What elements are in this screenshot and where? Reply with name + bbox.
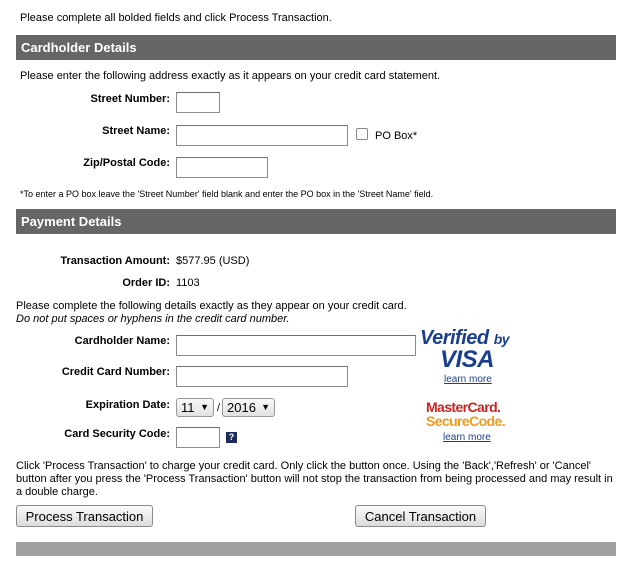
po-box-footnote: *To enter a PO box leave the 'Street Number' field blank and enter the PO box in the 'Street Name' field. xyxy=(20,189,434,199)
transaction-amount-value: $577.95 (USD) xyxy=(176,255,250,267)
security-code-label: Card Security Code: xyxy=(64,428,170,440)
po-box-label: PO Box* xyxy=(375,130,418,142)
process-notice: Click 'Process Transaction' to charge your credit card. Only click the button once. Using the 'Back','Refresh' or 'Cancel' button after you press the 'Process Transaction' button will not stop the transaction from being processed and may result in a double charge. xyxy=(16,460,613,498)
cancel-transaction-button[interactable]: Cancel Transaction xyxy=(355,505,486,527)
card-number-input[interactable] xyxy=(176,366,348,387)
expiration-label: Expiration Date: xyxy=(85,399,170,411)
exp-month-select[interactable] xyxy=(176,398,214,417)
card-instruction-note: Do not put spaces or hyphens in the credit card number. xyxy=(16,313,290,325)
street-name-input[interactable] xyxy=(176,125,348,146)
street-name-label: Street Name: xyxy=(102,125,170,137)
zip-label: Zip/Postal Code: xyxy=(83,157,170,169)
address-instruction: Please enter the following address exactly as it appears on your credit card statement. xyxy=(20,70,441,82)
chevron-down-icon: ▼ xyxy=(261,402,270,412)
zip-input[interactable] xyxy=(176,157,268,178)
verified-text: Verified xyxy=(420,327,489,349)
order-id-label: Order ID: xyxy=(122,277,170,289)
process-transaction-button[interactable]: Process Transaction xyxy=(16,505,153,527)
payment-details-header: Payment Details xyxy=(16,209,616,234)
chevron-down-icon: ▼ xyxy=(200,402,209,412)
question-icon[interactable]: ? xyxy=(226,432,237,443)
security-code-input[interactable] xyxy=(176,427,220,448)
exp-year-value: 2016 xyxy=(227,400,256,415)
cardholder-name-label: Cardholder Name: xyxy=(74,335,170,347)
visa-learn-more-link[interactable]: learn more xyxy=(444,374,492,385)
intro-text: Please complete all bolded fields and click Process Transaction. xyxy=(20,12,332,24)
footer-bar xyxy=(16,542,616,556)
visa-logo-text: VISA xyxy=(440,346,495,373)
order-id-value: 1103 xyxy=(176,277,200,289)
transaction-amount-label: Transaction Amount: xyxy=(60,255,170,267)
cardholder-details-header: Cardholder Details xyxy=(16,35,616,60)
securecode-logo-text: SecureCode. xyxy=(426,413,505,429)
verified-by-text: by xyxy=(493,331,510,347)
po-box-checkbox[interactable] xyxy=(356,128,368,140)
street-number-label: Street Number: xyxy=(90,93,170,105)
card-instruction: Please complete the following details exactly as they appear on your credit card. xyxy=(16,300,407,312)
mastercard-logo-text: MasterCard. xyxy=(426,399,501,415)
cardholder-name-input[interactable] xyxy=(176,335,416,356)
exp-year-select[interactable] xyxy=(222,398,275,417)
exp-separator: / xyxy=(217,402,221,414)
card-number-label: Credit Card Number: xyxy=(61,366,170,378)
mastercard-learn-more-link[interactable]: learn more xyxy=(443,432,491,443)
exp-month-value: 11 xyxy=(181,400,195,415)
street-number-input[interactable] xyxy=(176,92,220,113)
